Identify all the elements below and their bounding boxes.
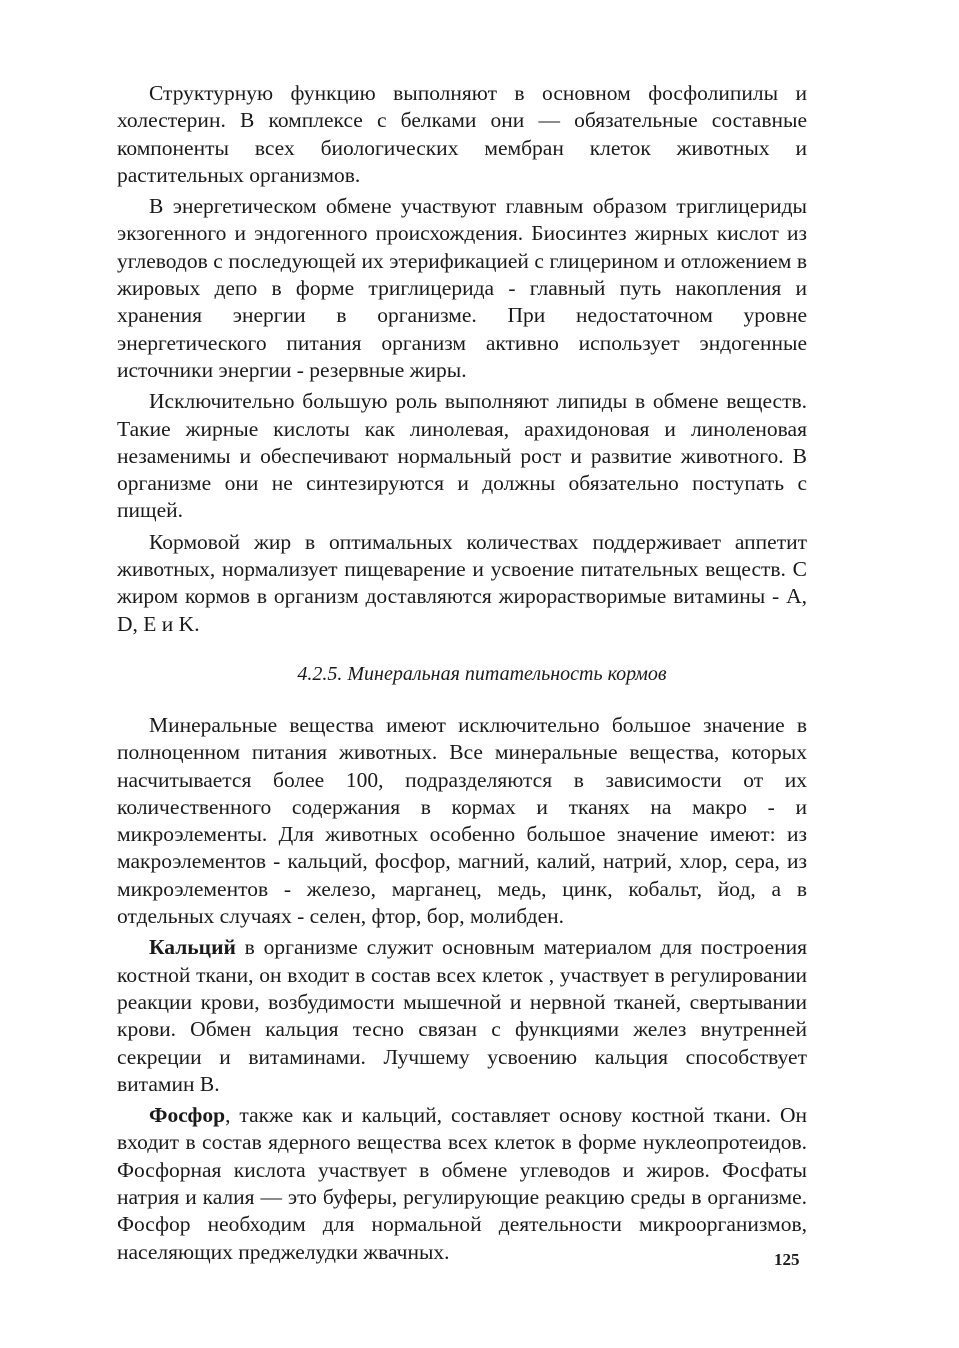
section-heading-text: 4.2.5. Минеральная питательность кормов	[297, 662, 667, 685]
page-body	[117, 80, 807, 1266]
term-phosphorus: Фосфор	[149, 1103, 226, 1128]
paragraph-feed-fat: Кормовой жир в оптимальных количествах поддерживает аппетит животных, нормализует пищеварение и усвоение питательных веществ. С жиром кормов в организм доставляются жирорастворимые витамины - A, D, E и K.	[117, 529, 807, 636]
phosphorus-text: , также как и кальций, составляет основу костной ткани. Он входит в состав ядерного вещества всех клеток в форме нуклеопротеидов. Фосфорная кислота участвует в обмене углеводов и жиров. Фосфаты натрия и калия — это буферы, регулирующие реакцию среды в организме. Фосфор необходим для нормальной деятельности микроорганизмов, населяющих преджелудки жвачных.	[117, 1103, 807, 1264]
paragraph-structural-function: Структурную функцию выполняют в основном фосфолипилы и холестерин. В комплексе с белками они — обязательные составные компоненты всех биологических мембран клеток животных и растительных организмов.	[117, 81, 807, 187]
page-number: 125	[774, 1250, 800, 1269]
paragraph-energy-metabolism: В энергетическом обмене участвуют главным образом триглицериды экзогенного и эндогенного происхождения. Биосинтез жирных кислот из углеводов с последующей их этерификацией с глицерином и отложением в жировых депо в форме триглицерида - главный путь накопления и хранения энергии в организме. При недостаточном уровне энергетического питания организм активно использует эндогенные источники энергии - резервные жиры.	[117, 194, 807, 382]
paragraph-minerals: Минеральные вещества имеют исключительно большое значение в полноценном питания животных. Все минеральные вещества, которых насчитывается более 100, подразделяются в зависимости от их количественного содержания в кормах и тканях на макро - и микроэлементы. Для животных особенно большое значение имеют: из макроэлементов - кальций, фосфор, магний, калий, натрий, хлор, сера, из микроэлементов - железо, марганец, медь, цинк, кобальт, йод, а в отдельных случаях - селен, фтор, бор, молибден.	[117, 712, 807, 929]
calcium-text: в организме служит основным материалом для построения костной ткани, он входит в состав всех клеток , участвует в регулировании реакции крови, возбудимости мышечной и нервной тканей, свертывании крови. Обмен кальция тесно связан с функциями желез внутренней секреции и витаминами. Лучшему усвоению кальция способствует витамин B.	[117, 935, 807, 1096]
paragraph-lipids-role: Исключительно большую роль выполняют липиды в обмене веществ. Такие жирные кислоты как линолевая, арахидоновая и линоленовая незаменимы и обеспечивают нормальный рост и развитие животного. В организме они не синтезируются и должны обязательно поступать с пищей.	[117, 389, 807, 523]
term-calcium: Кальций	[149, 935, 236, 960]
section-heading	[117, 661, 807, 688]
paragraph-calcium	[117, 934, 807, 1098]
paragraph-phosphorus	[117, 1102, 807, 1266]
